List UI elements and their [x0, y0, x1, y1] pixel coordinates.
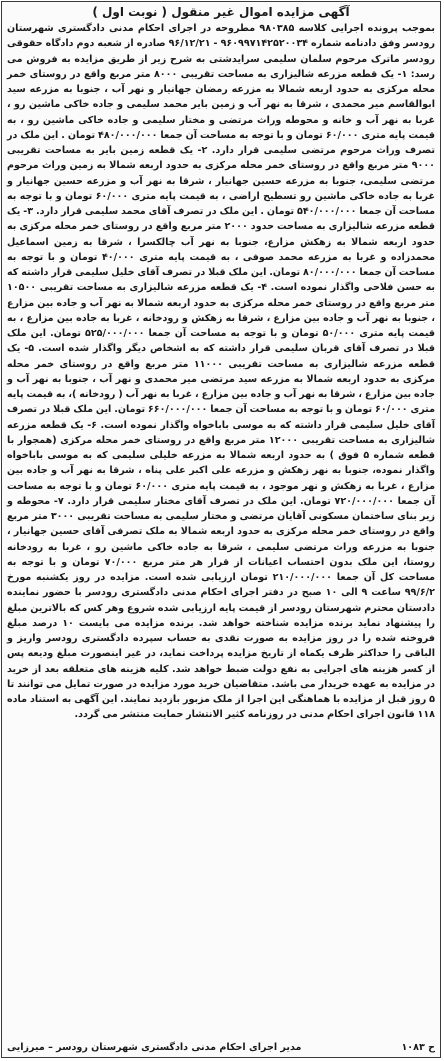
notice-body: بموجب پرونده اجرایی کلاسه ۹۸۰۳۸۵ مطروحه در اجرای احکام مدنی دادگستری شهرستان رودسر وفق دادنامه شماره ۹۶۰۹۹۷۱۴۲۵۲۰۰۳۴ - ۹۶/۱۲/۲۱ صادره از شعبه دوم دادگاه حقوقی رودسر ماترک مرحوم سلمان سلیمی سرایدشتی به شرح زیر از طریق مزایده به فروش می رسد: ۱- یک قطعه مزرعه شالیزاری به مساحت تقریبی ۸۰۰۰ متر مربع واقع در روستای خمر محله مرکزی به حدود اربعه شمالا به مزرعه رمضان جهانیار و نهر آب ، جنوبا به مزرعه سید ابوالقاسم میر محمدی ، شرقا به نهر آب و زمین بایر محمد سلیمی و جاده خاکی ماشین رو ، غربا به نهر آب و خانه و محوطه وراث مرتضی و مختار سلیمی و جاده خاکی ماشین رو ، به قیمت پایه متری ۶۰/۰۰۰ تومان و با توجه به مساحت آن جمعا ۴۸۰/۰۰۰/۰۰۰ تومان . این ملک در تصرف وراث مرحوم مرتضی سلیمی قرار دارد. ۲- یک قطعه زمین بایر به مساحت تقریبی ۹۰۰۰ متر مربع واقع در روستای خمر محله مرکزی به حدود اربعه شمالا به زمین وراث مرحوم مرتضی سلیمی، جنوبا به مزرعه حسین جهانیار ، شرقا به نهر آب و مزرعه حسین جهانیار و غربا به جاده خاکی ماشین رو تسطیح اراضی ، به قیمت پایه متری ۶۰/۰۰۰ تومان و با توجه به مساحت آن جمعا ۵۴۰/۰۰۰/۰۰۰ تومان . این ملک در تصرف آقای محمد سلیمی قرار دارد. ۳- یک قطعه مزرعه شالیزاری به مساحت حدود ۲۰۰۰ متر مربع واقع در روستای خمر محله مرکزی به حدود اربعه شمالا به زهکش مزارع، جنوبا به نهر آب چالکسرا ، شرقا به زمین اسماعیل محمدزاده و غربا به مزرعه محمد صوفی ، به قیمت پایه متری ۴۰/۰۰۰ تومان و با توجه به مساحت آن جمعا ۸۰/۰۰۰/۰۰۰ تومان. این ملک قبلا در تصرف آقای خلیل سلیمی قرار داشته که به حسن فلاحی واگذار نموده است. ۴- یک قطعه مزرعه شالیزاری به مساحت تقریبی ۱۰۵۰۰ متر مربع واقع در روستای خمر محله مرکزی به حدود اربعه شمالا به نهر آب و جاده بین مزارع ، جنوبا به نهر آب و جاده بین مزارع ، شرقا به زهکش و رودخانه ، غربا به جاده بین مزارع ، به قیمت پایه متری ۵۰/۰۰۰ تومان و با توجه به مساحت آن جمعا ۵۲۵/۰۰۰/۰۰۰ تومان. این ملک قبلا در تصرف آقای قربان سلیمی قرار داشته که به اشخاص دیگر واگذار شده است. ۵- یک قطعه مزرعه شالیزاری به مساحت تقریبی ۱۱۰۰۰ متر مربع واقع در روستای خمر محله مرکزی به حدود اربعه شمالا به مزرعه سید مرتضی میر محمدی و نهر آب ، جنوبا به نهر آب و جاده بین مزارع ، شرقا به نهر آب و جاده بین مزارع ، غربا به نهر آب ( رودخانه )، به قیمت پایه متری ۶۰/۰۰۰ تومان و با توجه به مساحت آن جمعا ۶۶۰/۰۰۰/۰۰۰ تومان. این ملک قبلا در تصرف آقای خلیل سلیمی قرار داشته که به موسی باباخواه واگذار نموده است. ۶- یک قطعه مزرعه شالیزاری به مساحت تقریبی ۱۲۰۰۰ متر مربع واقع در روستای خمر محله مرکزی (همجوار با قطعه شماره ۵ فوق ) به حدود اربعه شمالا به مزرعه خلیلی سلیمی که به موسی باباخواه واگذار نموده، جنوبا به نهر زهکش و مزرعه علی اکبر علی پناه ، شرقا به نهر آب و جاده بین مزارع ، غربا به زهکش و نهر موجود ، به قیمت پایه متری ۶۰/۰۰۰ تومان و با توجه به مساحت آن جمعا ۷۲۰/۰۰۰/۰۰۰ تومان. این ملک در تصرف آقای مختار سلیمی قرار دارد. ۷- محوطه و زیر بنای ساختمان مسکونی آقایان مرتضی و مختار سلیمی به مساحت تقریبی ۳۰۰۰ متر مربع واقع در روستای خمر محله مرکزی به حدود اربعه شمالا به ملک تصرفی آقای حسین جهانیار ، جنوبا به مزرعه وراث مرتضی سلیمی ، شرقا به جاده خاکی ماشین رو ، غربا به رودخانه روستا، این ملک بدون احتساب اعیانات از قرار هر متر مربع ۷۰/۰۰۰ تومان و با توجه به مساحت کل آن جمعا ۲۱۰/۰۰۰/۰۰۰ تومان ارزیابی شده است. مزایده در روز یکشنبه مورخ ۹۹/۶/۲ ساعت ۹ الی ۱۰ صبح در دفتر اجرای احکام مدنی دادگستری رودسر با حضور نماینده دادستان محترم شهرستان رودسر از قیمت پایه ارزیابی شده شروع وهر کس که بالاترین مبلغ را پیشنهاد نماید برنده مزایده شناخته خواهد شد. برنده مزایده می بایست ۱۰ درصد مبلغ فروخته شده را در روز مزایده به صورت نقدی به حساب سپرده دادگستری رودسر واریز و الباقی را حداکثر ظرف یکماه از تاریخ مزایده پرداخت نماید، در غیر اینصورت مبلغ ودیعه پس از کسر هزینه های اجرایی به نفع دولت ضبط خواهد شد. کلیه هزینه های متعلقه بعد از خرید در مزایده به عهده خریدار می باشد. متقاضیان خرید مورد مزایده در صورت تمایل می توانند تا ۵ روز قبل از مزایده با هماهنگی این اجرا از ملک مزبور بازدید نمایند. این آگهی به استناد ماده ۱۱۸ قانون اجرای احکام مدنی در روزنامه کثیر الانتشار حمایت منتشر می گردد.: [7, 23, 436, 721]
notice-signer: مدیر اجرای احکام مدنی دادگستری شهرستان رودسر – میرزایی: [7, 1042, 302, 1053]
notice-sheet: [1, 1, 441, 1058]
notice-footer: [2, 1041, 440, 1055]
notice-code: ح ۱۰۸۳: [401, 1042, 435, 1053]
notice-title: آگهی مزایده اموال غیر منقول ( نوبت اول ): [92, 5, 350, 19]
